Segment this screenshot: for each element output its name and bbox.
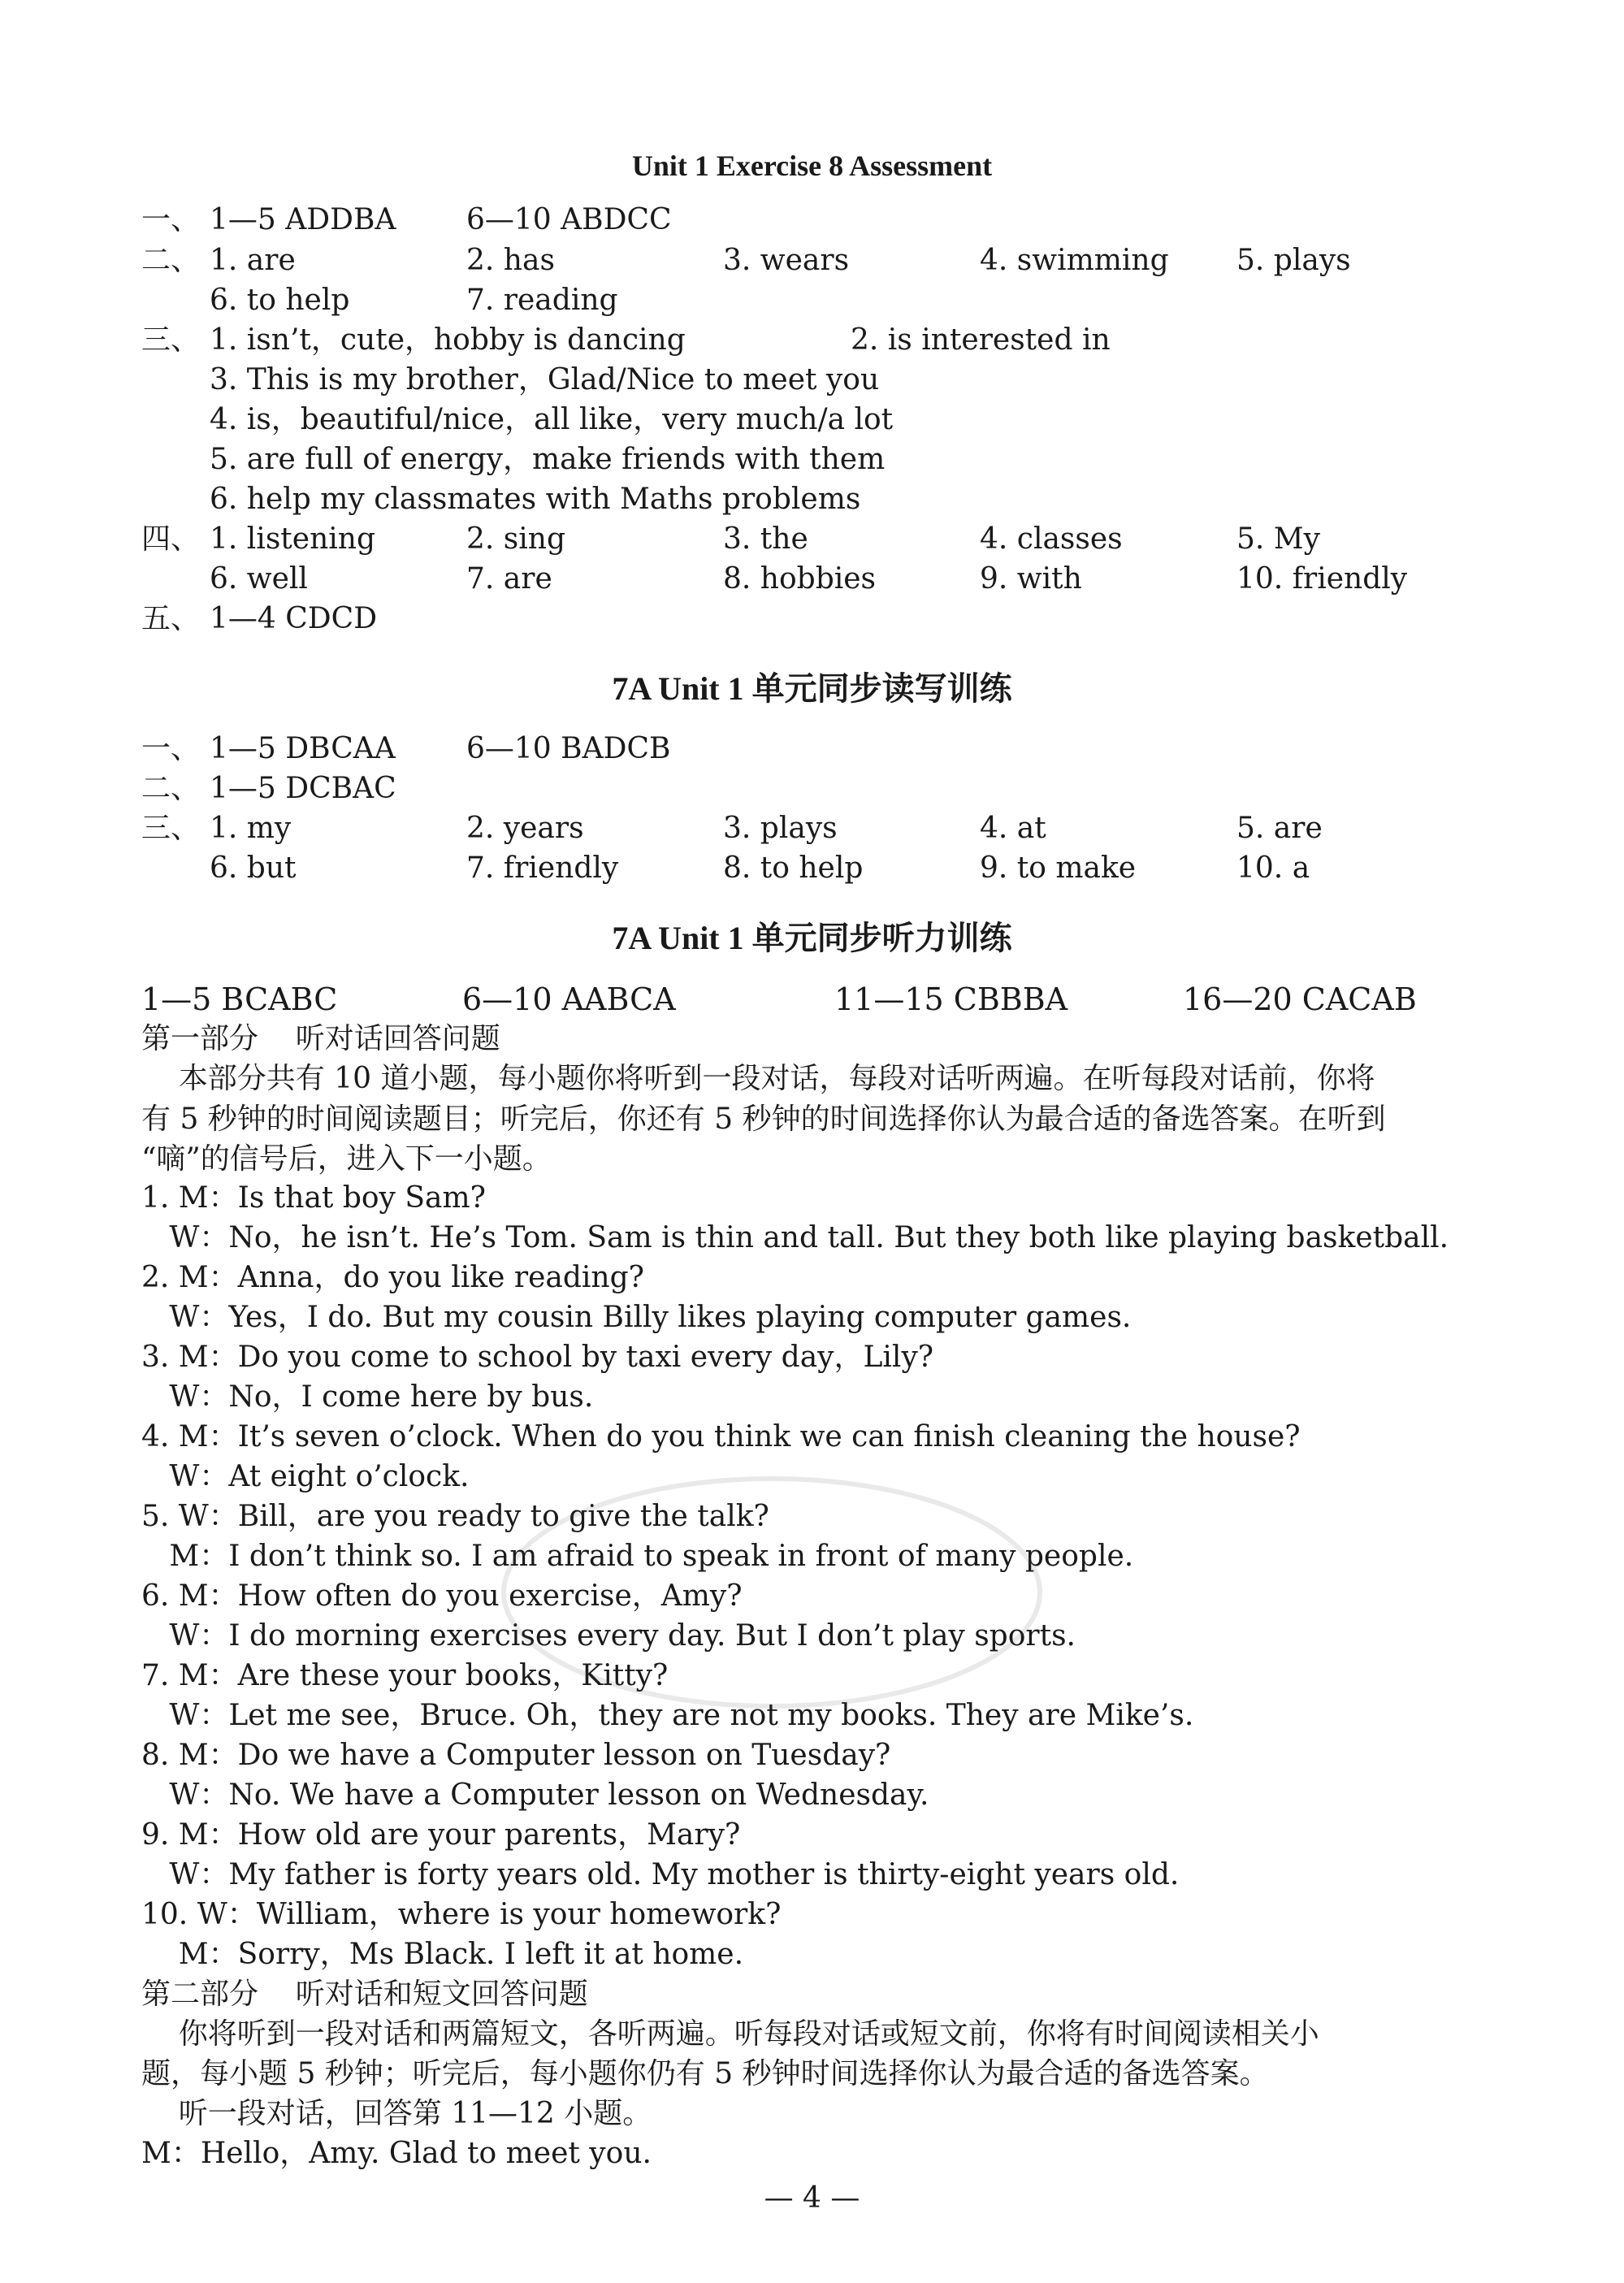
section-mark: 四、: [141, 522, 201, 556]
dialogue-line: W：No，I come here by bus.: [141, 1380, 594, 1414]
dialogue-line: 6. M：How often do you exercise，Amy?: [141, 1579, 743, 1613]
answer-row: [141, 242, 1351, 281]
dialogue-line: W：At eight o’clock.: [141, 1460, 470, 1493]
answer-row: [141, 850, 1310, 889]
answer-cell: 6. to help: [210, 284, 350, 317]
answer-row: [141, 770, 396, 809]
answer-cell: 6—10 AABCA: [462, 981, 676, 1017]
answer-cell: 6. well: [210, 562, 308, 596]
dialogue-line: W：No. We have a Computer lesson on Wednesday.: [141, 1778, 929, 1812]
answer-cell: 16—20 CACAB: [1183, 981, 1417, 1017]
answer-cell: 7. are: [466, 562, 552, 596]
answer-cell: 2. has: [466, 244, 555, 277]
answer-row: [141, 810, 1323, 849]
answer-cell: 3. wears: [723, 244, 850, 277]
dialogue-line: 4. M：It’s seven o’clock. When do you think we can finish cleaning the house?: [141, 1420, 1301, 1453]
answer-cell: 4. swimming: [980, 244, 1169, 277]
dialogue-line: W：Yes，I do. But my cousin Billy likes playing computer games.: [141, 1301, 1132, 1334]
part1-intro-line: 本部分共有 10 道小题，每小题你将听到一段对话，每段对话听两遍。在听每段对话前，你将: [141, 1062, 1375, 1095]
answer-line: 5. are full of energy，make friends with them: [210, 443, 886, 476]
reading-title: 7A Unit 1 单元同步读写训练: [612, 670, 1012, 707]
answer-cell: 1. listening: [210, 522, 375, 556]
dialogue-line: W：Let me see，Bruce. Oh，they are not my books. They are Mike’s.: [141, 1699, 1194, 1732]
answer-row: [141, 981, 1417, 1020]
answer-line: 6. help my classmates with Maths problems: [210, 483, 861, 516]
dialogue-line: 8. M：Do we have a Computer lesson on Tuesday?: [141, 1739, 891, 1772]
listening-title: 7A Unit 1 单元同步听力训练: [612, 920, 1012, 956]
part1-intro-line: “嘀”的信号后，进入下一小题。: [141, 1142, 552, 1176]
answer-cell: 2. is interested in: [851, 323, 1111, 357]
part1-intro-line: 有 5 秒钟的时间阅读题目；听完后，你还有 5 秒钟的时间选择你认为最合适的备选答案。在听到: [141, 1103, 1386, 1136]
answer-cell: 8. to help: [723, 851, 864, 885]
answer-cell: 1—5 BCABC: [141, 981, 338, 1017]
dialogue-line: M：Hello，Amy. Glad to meet you.: [141, 2137, 652, 2170]
watermark-graphic: [487, 1462, 1056, 1722]
dialogue-line: M：Sorry，Ms Black. I left it at home.: [141, 1938, 744, 1971]
answer-line: 4. is，beautiful/nice，all like，very much/a lot: [210, 403, 894, 436]
section-mark: 一、: [141, 732, 201, 765]
answer-cell: 1. isn’t，cute，hobby is dancing: [210, 323, 686, 357]
page-number: — 4 —: [764, 2181, 860, 2215]
answer-cell: 1—4 CDCD: [210, 602, 378, 635]
answer-row: [141, 730, 671, 769]
dialogue-line: 2. M：Anna，do you like reading?: [141, 1261, 644, 1294]
answer-row: [141, 521, 1320, 560]
part2-heading: 第二部分 听对话和短文回答问题: [141, 1978, 588, 2011]
answer-row: [141, 600, 378, 639]
answer-cell: 1—5 ADDBA: [210, 203, 396, 236]
answer-cell: 5. plays: [1236, 244, 1351, 277]
answer-cell: 6. but: [210, 851, 297, 885]
dialogue-line: 3. M：Do you come to school by taxi every day，Lily?: [141, 1341, 934, 1374]
answer-cell: 6—10 ABDCC: [466, 203, 672, 236]
dialogue-line: W：My father is forty years old. My mother is thirty-eight years old.: [141, 1858, 1180, 1891]
answer-cell: 2. years: [466, 812, 584, 845]
answer-line: 3. This is my brother，Glad/Nice to meet you: [210, 363, 880, 396]
answer-cell: 5. are: [1236, 812, 1323, 845]
answer-cell: 5. My: [1236, 522, 1320, 556]
answer-cell: 3. plays: [723, 812, 838, 845]
answer-cell: 3. the: [723, 522, 808, 556]
answer-row: [141, 201, 672, 240]
answer-cell: 10. friendly: [1236, 562, 1408, 596]
dialogue-line: M：I don’t think so. I am afraid to speak in front of many people.: [141, 1540, 1134, 1573]
part2-intro-line: 你将听到一段对话和两篇短文，各听两遍。听每段对话或短文前，你将有时间阅读相关小: [141, 2017, 1319, 2051]
section-mark: 五、: [141, 602, 201, 635]
answer-cell: 7. friendly: [466, 851, 619, 885]
answer-cell: 7. reading: [466, 284, 618, 317]
dialogue-line: 5. W：Bill，are you ready to give the talk?: [141, 1500, 769, 1533]
dialogue-line: W：I do morning exercises every day. But I don’t play sports.: [141, 1619, 1076, 1653]
section-mark: 一、: [141, 203, 201, 236]
answer-cell: 4. classes: [980, 522, 1123, 556]
answer-row: [141, 561, 1408, 600]
answer-cell: 6—10 BADCB: [466, 732, 671, 765]
dialogue-line: W：No，he isn’t. He’s Tom. Sam is thin and tall. But they both like playing basketball.: [141, 1221, 1449, 1254]
part2-subheading: 听一段对话，回答第 11—12 小题。: [141, 2097, 652, 2130]
part1-heading: 第一部分 听对话回答问题: [141, 1022, 500, 1055]
answer-cell: 1. my: [210, 812, 292, 845]
dialogue-line: 9. M：How old are your parents，Mary?: [141, 1818, 741, 1852]
assessment-title: Unit 1 Exercise 8 Assessment: [631, 149, 993, 182]
answer-cell: 1—5 DCBAC: [210, 772, 396, 805]
answer-cell: 1. are: [210, 244, 296, 277]
part2-intro-line: 题，每小题 5 秒钟；听完后，每小题你仍有 5 秒钟时间选择你认为最合适的备选答案。: [141, 2057, 1269, 2090]
answer-cell: 4. at: [980, 812, 1046, 845]
dialogue-line: 7. M：Are these your books，Kitty?: [141, 1659, 669, 1692]
section-mark: 二、: [141, 244, 201, 277]
answer-cell: 9. to make: [980, 851, 1137, 885]
answer-row: [141, 282, 618, 321]
dialogue-line: 10. W：William，where is your homework?: [141, 1898, 782, 1931]
section-mark: 三、: [141, 812, 201, 845]
answer-cell: 1—5 DBCAA: [210, 732, 396, 765]
answer-cell: 10. a: [1236, 851, 1310, 885]
answer-cell: 8. hobbies: [723, 562, 877, 596]
answer-row: [141, 322, 1111, 361]
answer-cell: 2. sing: [466, 522, 566, 556]
answer-cell: 11—15 CBBBA: [834, 981, 1068, 1017]
section-mark: 二、: [141, 772, 201, 805]
answer-cell: 9. with: [980, 562, 1082, 596]
section-mark: 三、: [141, 323, 201, 357]
dialogue-line: 1. M：Is that boy Sam?: [141, 1181, 486, 1215]
